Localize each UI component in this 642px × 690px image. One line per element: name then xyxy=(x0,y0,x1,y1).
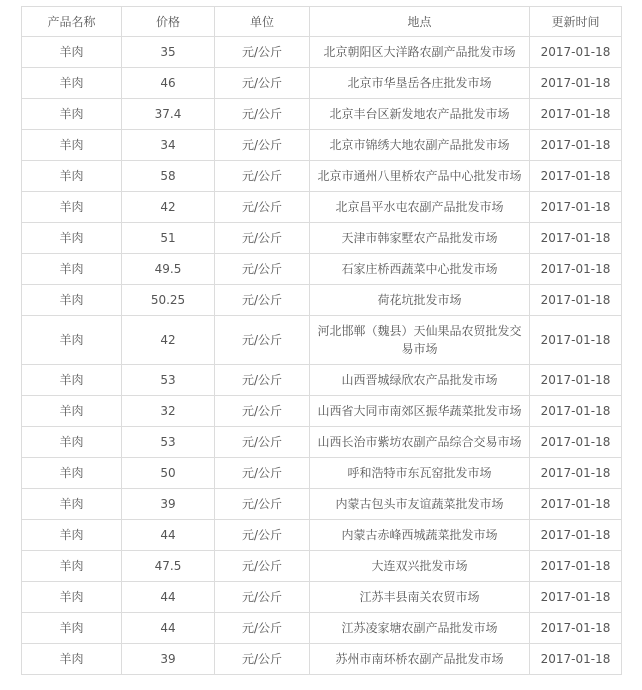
date-cell: 2017-01-18 xyxy=(530,161,622,192)
unit-cell: 元/公斤 xyxy=(215,161,310,192)
date-cell: 2017-01-18 xyxy=(530,68,622,99)
location-cell: 北京市锦绣大地农副产品批发市场 xyxy=(310,130,530,161)
unit-cell: 元/公斤 xyxy=(215,551,310,582)
table-row xyxy=(22,551,622,582)
price-cell: 47.5 xyxy=(122,551,215,582)
unit-cell: 元/公斤 xyxy=(215,37,310,68)
table-row xyxy=(22,99,622,130)
header-unit: 单位 xyxy=(215,7,310,37)
price-cell: 34 xyxy=(122,130,215,161)
price-cell: 50.25 xyxy=(122,285,215,316)
unit-cell: 元/公斤 xyxy=(215,285,310,316)
location-cell: 河北邯郸（魏县）天仙果品农贸批发交易市场 xyxy=(310,316,530,365)
date-cell: 2017-01-18 xyxy=(530,130,622,161)
table-row xyxy=(22,458,622,489)
location-cell: 呼和浩特市东瓦窑批发市场 xyxy=(310,458,530,489)
table-row xyxy=(22,489,622,520)
price-cell: 53 xyxy=(122,365,215,396)
date-cell: 2017-01-18 xyxy=(530,37,622,68)
unit-cell: 元/公斤 xyxy=(215,254,310,285)
table-row xyxy=(22,316,622,365)
table-body xyxy=(22,37,622,675)
location-cell: 天津市韩家墅农产品批发市场 xyxy=(310,223,530,254)
location-cell: 北京市通州八里桥农产品中心批发市场 xyxy=(310,161,530,192)
header-date: 更新时间 xyxy=(530,7,622,37)
location-cell: 山西省大同市南郊区振华蔬菜批发市场 xyxy=(310,396,530,427)
unit-cell: 元/公斤 xyxy=(215,68,310,99)
date-cell: 2017-01-18 xyxy=(530,396,622,427)
date-cell: 2017-01-18 xyxy=(530,365,622,396)
date-cell: 2017-01-18 xyxy=(530,316,622,365)
location-cell: 大连双兴批发市场 xyxy=(310,551,530,582)
product-cell: 羊肉 xyxy=(22,68,122,99)
table-row xyxy=(22,223,622,254)
table-row xyxy=(22,192,622,223)
price-cell: 53 xyxy=(122,427,215,458)
product-cell: 羊肉 xyxy=(22,551,122,582)
price-cell: 42 xyxy=(122,316,215,365)
product-cell: 羊肉 xyxy=(22,644,122,675)
date-cell: 2017-01-18 xyxy=(530,613,622,644)
unit-cell: 元/公斤 xyxy=(215,613,310,644)
date-cell: 2017-01-18 xyxy=(530,458,622,489)
price-cell: 50 xyxy=(122,458,215,489)
table-row xyxy=(22,68,622,99)
unit-cell: 元/公斤 xyxy=(215,223,310,254)
unit-cell: 元/公斤 xyxy=(215,130,310,161)
table-row xyxy=(22,365,622,396)
unit-cell: 元/公斤 xyxy=(215,396,310,427)
price-cell: 35 xyxy=(122,37,215,68)
unit-cell: 元/公斤 xyxy=(215,192,310,223)
date-cell: 2017-01-18 xyxy=(530,520,622,551)
price-cell: 58 xyxy=(122,161,215,192)
location-cell: 苏州市南环桥农副产品批发市场 xyxy=(310,644,530,675)
date-cell: 2017-01-18 xyxy=(530,254,622,285)
location-cell: 山西长治市紫坊农副产品综合交易市场 xyxy=(310,427,530,458)
product-cell: 羊肉 xyxy=(22,489,122,520)
unit-cell: 元/公斤 xyxy=(215,316,310,365)
price-cell: 44 xyxy=(122,520,215,551)
unit-cell: 元/公斤 xyxy=(215,644,310,675)
price-cell: 51 xyxy=(122,223,215,254)
location-cell: 北京市华垦岳各庄批发市场 xyxy=(310,68,530,99)
header-row xyxy=(22,7,622,37)
product-cell: 羊肉 xyxy=(22,613,122,644)
location-cell: 江苏凌家塘农副产品批发市场 xyxy=(310,613,530,644)
price-cell: 44 xyxy=(122,582,215,613)
unit-cell: 元/公斤 xyxy=(215,427,310,458)
table-row xyxy=(22,285,622,316)
header-product: 产品名称 xyxy=(22,7,122,37)
product-cell: 羊肉 xyxy=(22,365,122,396)
unit-cell: 元/公斤 xyxy=(215,99,310,130)
product-cell: 羊肉 xyxy=(22,427,122,458)
table-row xyxy=(22,161,622,192)
table-row xyxy=(22,37,622,68)
date-cell: 2017-01-18 xyxy=(530,644,622,675)
price-cell: 42 xyxy=(122,192,215,223)
location-cell: 北京昌平水屯农副产品批发市场 xyxy=(310,192,530,223)
product-cell: 羊肉 xyxy=(22,99,122,130)
date-cell: 2017-01-18 xyxy=(530,192,622,223)
product-cell: 羊肉 xyxy=(22,458,122,489)
table-row xyxy=(22,644,622,675)
location-cell: 石家庄桥西蔬菜中心批发市场 xyxy=(310,254,530,285)
table-row xyxy=(22,520,622,551)
price-cell: 46 xyxy=(122,68,215,99)
unit-cell: 元/公斤 xyxy=(215,520,310,551)
price-cell: 32 xyxy=(122,396,215,427)
product-cell: 羊肉 xyxy=(22,130,122,161)
product-cell: 羊肉 xyxy=(22,192,122,223)
unit-cell: 元/公斤 xyxy=(215,365,310,396)
price-cell: 39 xyxy=(122,489,215,520)
date-cell: 2017-01-18 xyxy=(530,223,622,254)
product-cell: 羊肉 xyxy=(22,396,122,427)
date-cell: 2017-01-18 xyxy=(530,285,622,316)
unit-cell: 元/公斤 xyxy=(215,458,310,489)
product-cell: 羊肉 xyxy=(22,285,122,316)
table-row xyxy=(22,613,622,644)
location-cell: 山西晋城绿欣农产品批发市场 xyxy=(310,365,530,396)
date-cell: 2017-01-18 xyxy=(530,551,622,582)
header-price: 价格 xyxy=(122,7,215,37)
product-cell: 羊肉 xyxy=(22,223,122,254)
product-cell: 羊肉 xyxy=(22,254,122,285)
date-cell: 2017-01-18 xyxy=(530,427,622,458)
table-row xyxy=(22,396,622,427)
price-cell: 37.4 xyxy=(122,99,215,130)
date-cell: 2017-01-18 xyxy=(530,582,622,613)
date-cell: 2017-01-18 xyxy=(530,99,622,130)
table-row xyxy=(22,254,622,285)
header-location: 地点 xyxy=(310,7,530,37)
price-table xyxy=(21,6,622,675)
location-cell: 荷花坑批发市场 xyxy=(310,285,530,316)
product-cell: 羊肉 xyxy=(22,37,122,68)
location-cell: 北京朝阳区大洋路农副产品批发市场 xyxy=(310,37,530,68)
table-row xyxy=(22,427,622,458)
price-cell: 44 xyxy=(122,613,215,644)
price-cell: 49.5 xyxy=(122,254,215,285)
unit-cell: 元/公斤 xyxy=(215,489,310,520)
product-cell: 羊肉 xyxy=(22,316,122,365)
product-cell: 羊肉 xyxy=(22,520,122,551)
date-cell: 2017-01-18 xyxy=(530,489,622,520)
price-cell: 39 xyxy=(122,644,215,675)
product-cell: 羊肉 xyxy=(22,161,122,192)
location-cell: 内蒙古赤峰西城蔬菜批发市场 xyxy=(310,520,530,551)
unit-cell: 元/公斤 xyxy=(215,582,310,613)
location-cell: 内蒙古包头市友谊蔬菜批发市场 xyxy=(310,489,530,520)
table-row xyxy=(22,582,622,613)
location-cell: 江苏丰县南关农贸市场 xyxy=(310,582,530,613)
product-cell: 羊肉 xyxy=(22,582,122,613)
location-cell: 北京丰台区新发地农产品批发市场 xyxy=(310,99,530,130)
table-row xyxy=(22,130,622,161)
